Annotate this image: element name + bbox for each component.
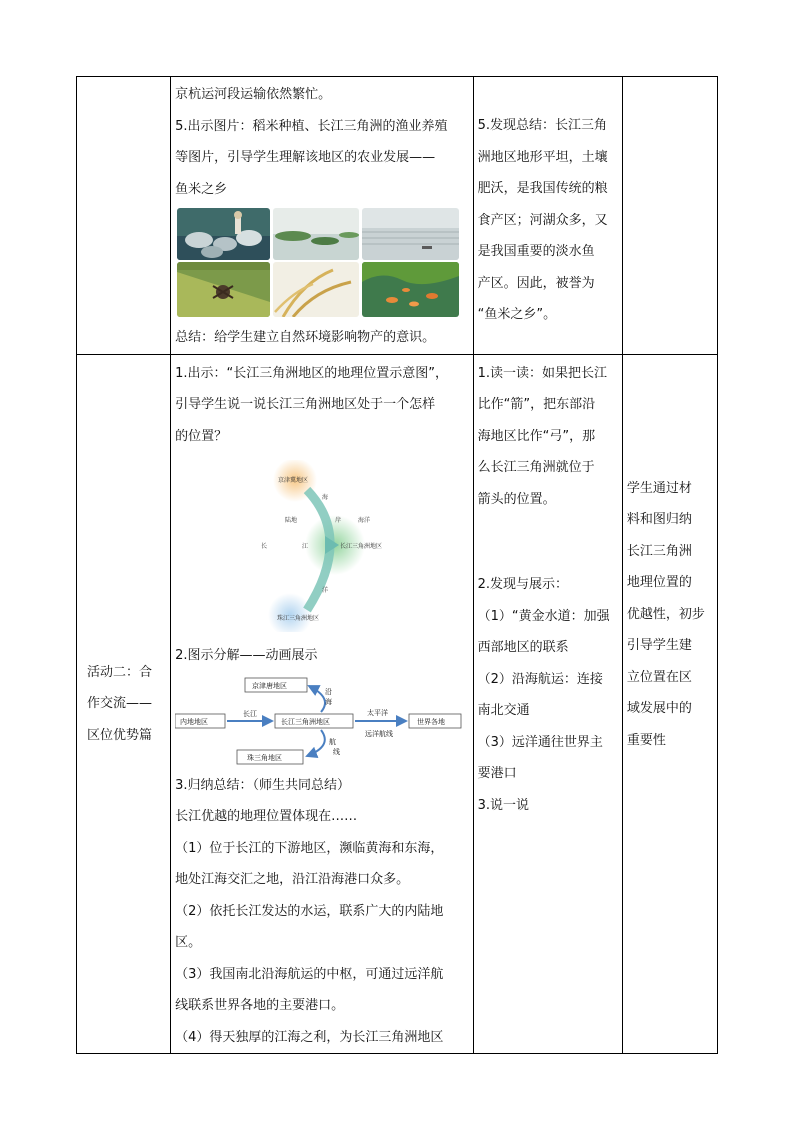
teacher-activity-cell <box>171 354 473 1054</box>
text-line: （4）得天独厚的江海之利，为长江三角洲地区 <box>175 1029 444 1045</box>
animation-flow-diagram <box>175 674 471 766</box>
student-activity-cell <box>473 354 622 1054</box>
text-line: 3.说一说 <box>477 797 530 813</box>
text-line: 1.出示：“长江三角洲地区的地理位置示意图”， <box>175 365 449 381</box>
label-changjiang: 长江 <box>243 709 258 718</box>
text-line: 食产区；河湖众多，又 <box>477 212 608 228</box>
design-intent-cell-empty <box>622 77 717 355</box>
text-line: 么长江三角洲就位于 <box>477 460 595 475</box>
activity-cell-empty <box>77 77 171 355</box>
text-line: 线联系世界各地的主要港口。 <box>175 998 345 1013</box>
map-label-jingjinji: 京津冀地区 <box>278 477 309 484</box>
text-line: 的位置？ <box>175 428 228 444</box>
text-line: 地处江海交汇之地，沿江沿海港口众多。 <box>175 872 410 887</box>
map-label-zsj: 珠江三角洲地区 <box>277 615 320 622</box>
map-label-csj: 长江三角洲地区 <box>340 543 383 550</box>
agriculture-photos <box>177 208 468 317</box>
text-line: 重要性 <box>626 732 666 748</box>
label-hang: 航 <box>329 737 337 746</box>
text-line: 引导学生说一说长江三角洲地区处于一个怎样 <box>175 397 436 412</box>
text-line: 1.读一读：如果把长江 <box>477 365 608 381</box>
text-line: （3）远洋通往世界主 <box>477 734 603 750</box>
text-line: 产区。因此，被誉为 <box>477 275 595 291</box>
map-label-haiyang: 海洋 <box>358 517 371 524</box>
text-line: 3.归纳总结：（师生共同总结） <box>175 777 351 793</box>
rice-grain-photo <box>273 262 359 317</box>
label-jingjintang: 京津唐地区 <box>252 681 288 690</box>
text-line: 南北交通 <box>477 703 530 718</box>
text-line: 2.图示分解——动画展示 <box>175 648 318 663</box>
fish-in-water-photo <box>362 262 459 317</box>
text-line: 活动二：合 <box>87 664 153 680</box>
text-line: 料和图归纳 <box>626 512 692 527</box>
text-line: 比作“箭”，把东部沿 <box>477 397 596 412</box>
text-line: 西部地区的联系 <box>477 640 569 655</box>
label-hai: 海 <box>325 697 333 706</box>
text-line: 区位优势篇 <box>87 727 153 743</box>
text-line: “鱼米之乡”。 <box>477 307 557 322</box>
text-line: （2）依托长江发达的水运，联系广大的内陆地 <box>175 903 444 919</box>
text-line: 5.发现总结：长江三角 <box>477 118 608 133</box>
wetland-photo <box>273 208 359 260</box>
text-line: （3）我国南北沿海航运的中枢，可通过远洋航 <box>175 966 444 982</box>
text-line: 地理位置的 <box>626 575 692 590</box>
lesson-plan-table <box>76 76 718 1054</box>
text-line: 2.发现与展示： <box>477 577 569 592</box>
map-label-hai: 海 <box>322 494 329 501</box>
text-line: 鱼米之乡 <box>175 181 228 197</box>
label-csj: 长江三角洲地区 <box>281 717 331 726</box>
map-label-yang: 洋 <box>322 587 329 594</box>
label-yan: 沿 <box>325 687 333 696</box>
text-line: 立位置在区 <box>626 669 692 685</box>
text-line: 优越性，初步 <box>626 606 705 622</box>
label-shijie: 世界各地 <box>417 717 446 726</box>
design-intent-cell <box>622 354 717 1054</box>
student-activity-cell <box>473 77 622 355</box>
text-line: 箭头的位置。 <box>477 491 556 507</box>
label-xian: 线 <box>333 747 341 756</box>
map-label-ludi: 陆地 <box>285 517 298 524</box>
map-label-jiang: 江 <box>302 543 309 550</box>
text-line: 肥沃，是我国传统的粮 <box>477 181 608 196</box>
text-line: 学生通过材 <box>626 480 692 496</box>
label-zhusanjiao: 珠三角地区 <box>247 753 283 762</box>
activity-name-cell <box>77 354 171 1054</box>
map-label-chang: 长 <box>261 543 268 550</box>
text-line: （2）沿海航运：连接 <box>477 671 603 687</box>
fish-pond-photo <box>362 208 459 260</box>
label-taipingyang: 太平洋 <box>367 708 389 717</box>
map-label-an: 岸 <box>335 517 342 524</box>
text-line: 作交流—— <box>87 696 153 711</box>
text-line: 总结：给学生建立自然环境影响物产的意识。 <box>175 330 436 345</box>
text-line: 等图片，引导学生理解该地区的农业发展—— <box>175 150 436 165</box>
teacher-activity-cell <box>171 77 473 355</box>
text-line: 5.出示图片：稻米种植、长江三角洲的渔业养殖 <box>175 118 448 134</box>
fish-farming-photo <box>177 208 270 260</box>
text-line: （1）“黄金水道：加强 <box>477 608 610 624</box>
text-line: 区。 <box>175 935 202 950</box>
text-line: 要港口 <box>477 766 517 781</box>
table-row <box>77 354 718 1054</box>
text-line: 域发展中的 <box>626 701 692 716</box>
text-line: 京杭运河段运输依然繁忙。 <box>175 87 332 102</box>
text-line: 海地区比作“弓”，那 <box>477 428 596 444</box>
label-yuanyang: 远洋航线 <box>365 729 394 738</box>
text-line: 是我国重要的淡水鱼 <box>477 244 595 259</box>
rice-field-crab-photo <box>177 262 270 317</box>
text-line: 长江三角洲 <box>626 543 692 559</box>
label-neidi: 内地地区 <box>180 717 209 726</box>
text-line: 引导学生建 <box>626 638 692 653</box>
location-map-diagram <box>175 460 465 632</box>
text-line: 洲地区地形平坦，土壤 <box>477 149 608 165</box>
text-line: （1）位于长江的下游地区，濒临黄海和东海， <box>175 840 444 856</box>
table-row <box>77 77 718 355</box>
text-line: 长江优越的地理位置体现在…… <box>175 809 358 824</box>
